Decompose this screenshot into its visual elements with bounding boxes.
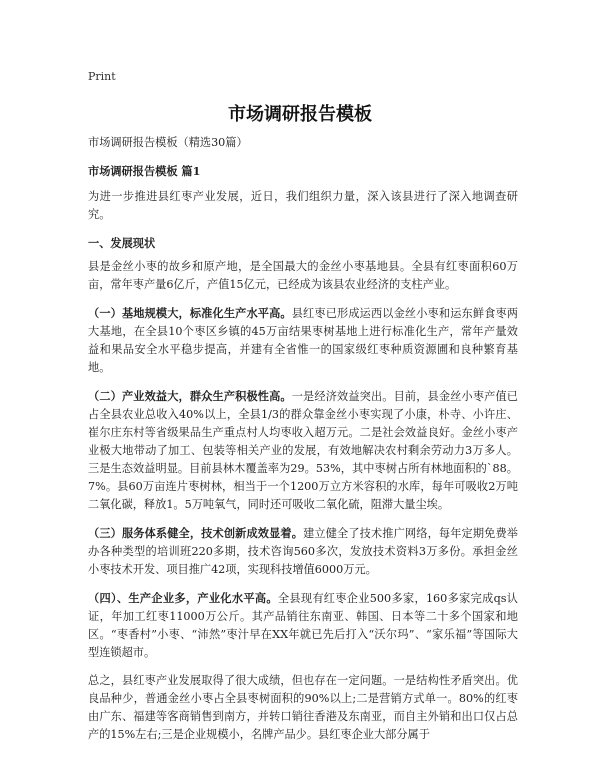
paragraph-3-body: 一是经济效益突出。目前，县金丝小枣产值已占全县农业总收入40%以上，全县1/3的群众靠金丝小枣实现了小康，朴寺、小许庄、崔尔庄东村等省级果品生产重点村人均枣收入超万元。二是社会效益良好。金丝小枣产业极大地带动了加工、包装等相关产业的发展，有效地解决农村剩余劳动力3万多人。三是生态效益明显。目前县林木覆盖率为29。53%，其中枣树占所有林地面积的`88。7%。县60万亩连片枣树林，相当于一个1200万立方米容积的水库，每年可吸收2万吨二氧化碳，释放1。5万吨氧气，同时还可吸收二氧化硫，阻滞大量尘埃。 (88, 390, 518, 511)
print-label: Print (88, 70, 116, 83)
heading-development-status: 一、发展现状 (88, 236, 156, 250)
paragraph-2-lead: （一）基地规模大，标准化生产水平高。 (88, 306, 292, 320)
paragraph-1: 县是金丝小枣的故乡和原产地，是全国最大的金丝小枣基地县。全县有红枣面积60万亩，常年枣产量6亿斤，产值15亿元，已经成为该县农业经济的支柱产业。 (88, 260, 518, 291)
paragraph-2 (88, 304, 518, 377)
paragraph-4-body: 建立健全了技术推广网络，每年定期免费举办各种类型的培训班220多期，技术咨询560多次，发放技术资料3万多份。承担金丝小枣技术开发、项目推广42项，实现科技增值6000万元。 (88, 527, 518, 576)
document-title: 市场调研报告模板 (228, 104, 372, 125)
paragraph-3-lead: （二）产业效益大，群众生产积极性高。 (88, 389, 292, 403)
paragraph-4 (88, 524, 518, 579)
paragraph-5-lead: （四）、生产企业多，产业化水平高。 (88, 591, 278, 605)
paragraph-6: 总之，县红枣产业发展取得了很大成绩，但也存在一定问题。一是结构性矛盾突出。优良品种少，普通金丝小枣占全县枣树面积的90%以上;二是营销方式单一。80%的红枣由广东、福建等客商销售到南方，并转口销往香港及东南亚，而自主外销和出口仅占总产的15%左右;三是企业规模小，名牌产品少。县红枣企业大部分属于 (88, 674, 518, 741)
document-body (88, 134, 518, 754)
section-title: 市场调研报告模板 篇1 (88, 164, 201, 178)
paragraph-4-lead: （三）服务体系健全，技术创新成效显着。 (88, 526, 304, 540)
paragraph-5 (88, 589, 518, 662)
paragraph-2-body: 县红枣已形成运西以金丝小枣和运东鲜食枣两大基地，在全县10个枣区乡镇的45万亩结果枣树基地上进行标准化生产，常年产量效益和果品安全水平稳步提高，并建有全省惟一的国家级红枣种质资源圃和良种繁育基地。 (88, 307, 518, 374)
intro-paragraph: 为进一步推进县红枣产业发展，近日，我们组织力量，深入该县进行了深入地调查研究。 (88, 190, 518, 221)
subtitle: 市场调研报告模板（精选30篇） (88, 136, 248, 149)
paragraph-3 (88, 387, 518, 514)
paragraph-5-body: 全县现有红枣企业500多家，160多家完成qs认证，年加工红枣11000万公斤。其产品销往东南亚、韩国、日本等二十多个国家和地区。“枣香村”小枣、“沛然”枣汁早在XX年就已先后打入“沃尔玛”、“家乐福”等国际大型连锁超市。 (88, 592, 518, 659)
